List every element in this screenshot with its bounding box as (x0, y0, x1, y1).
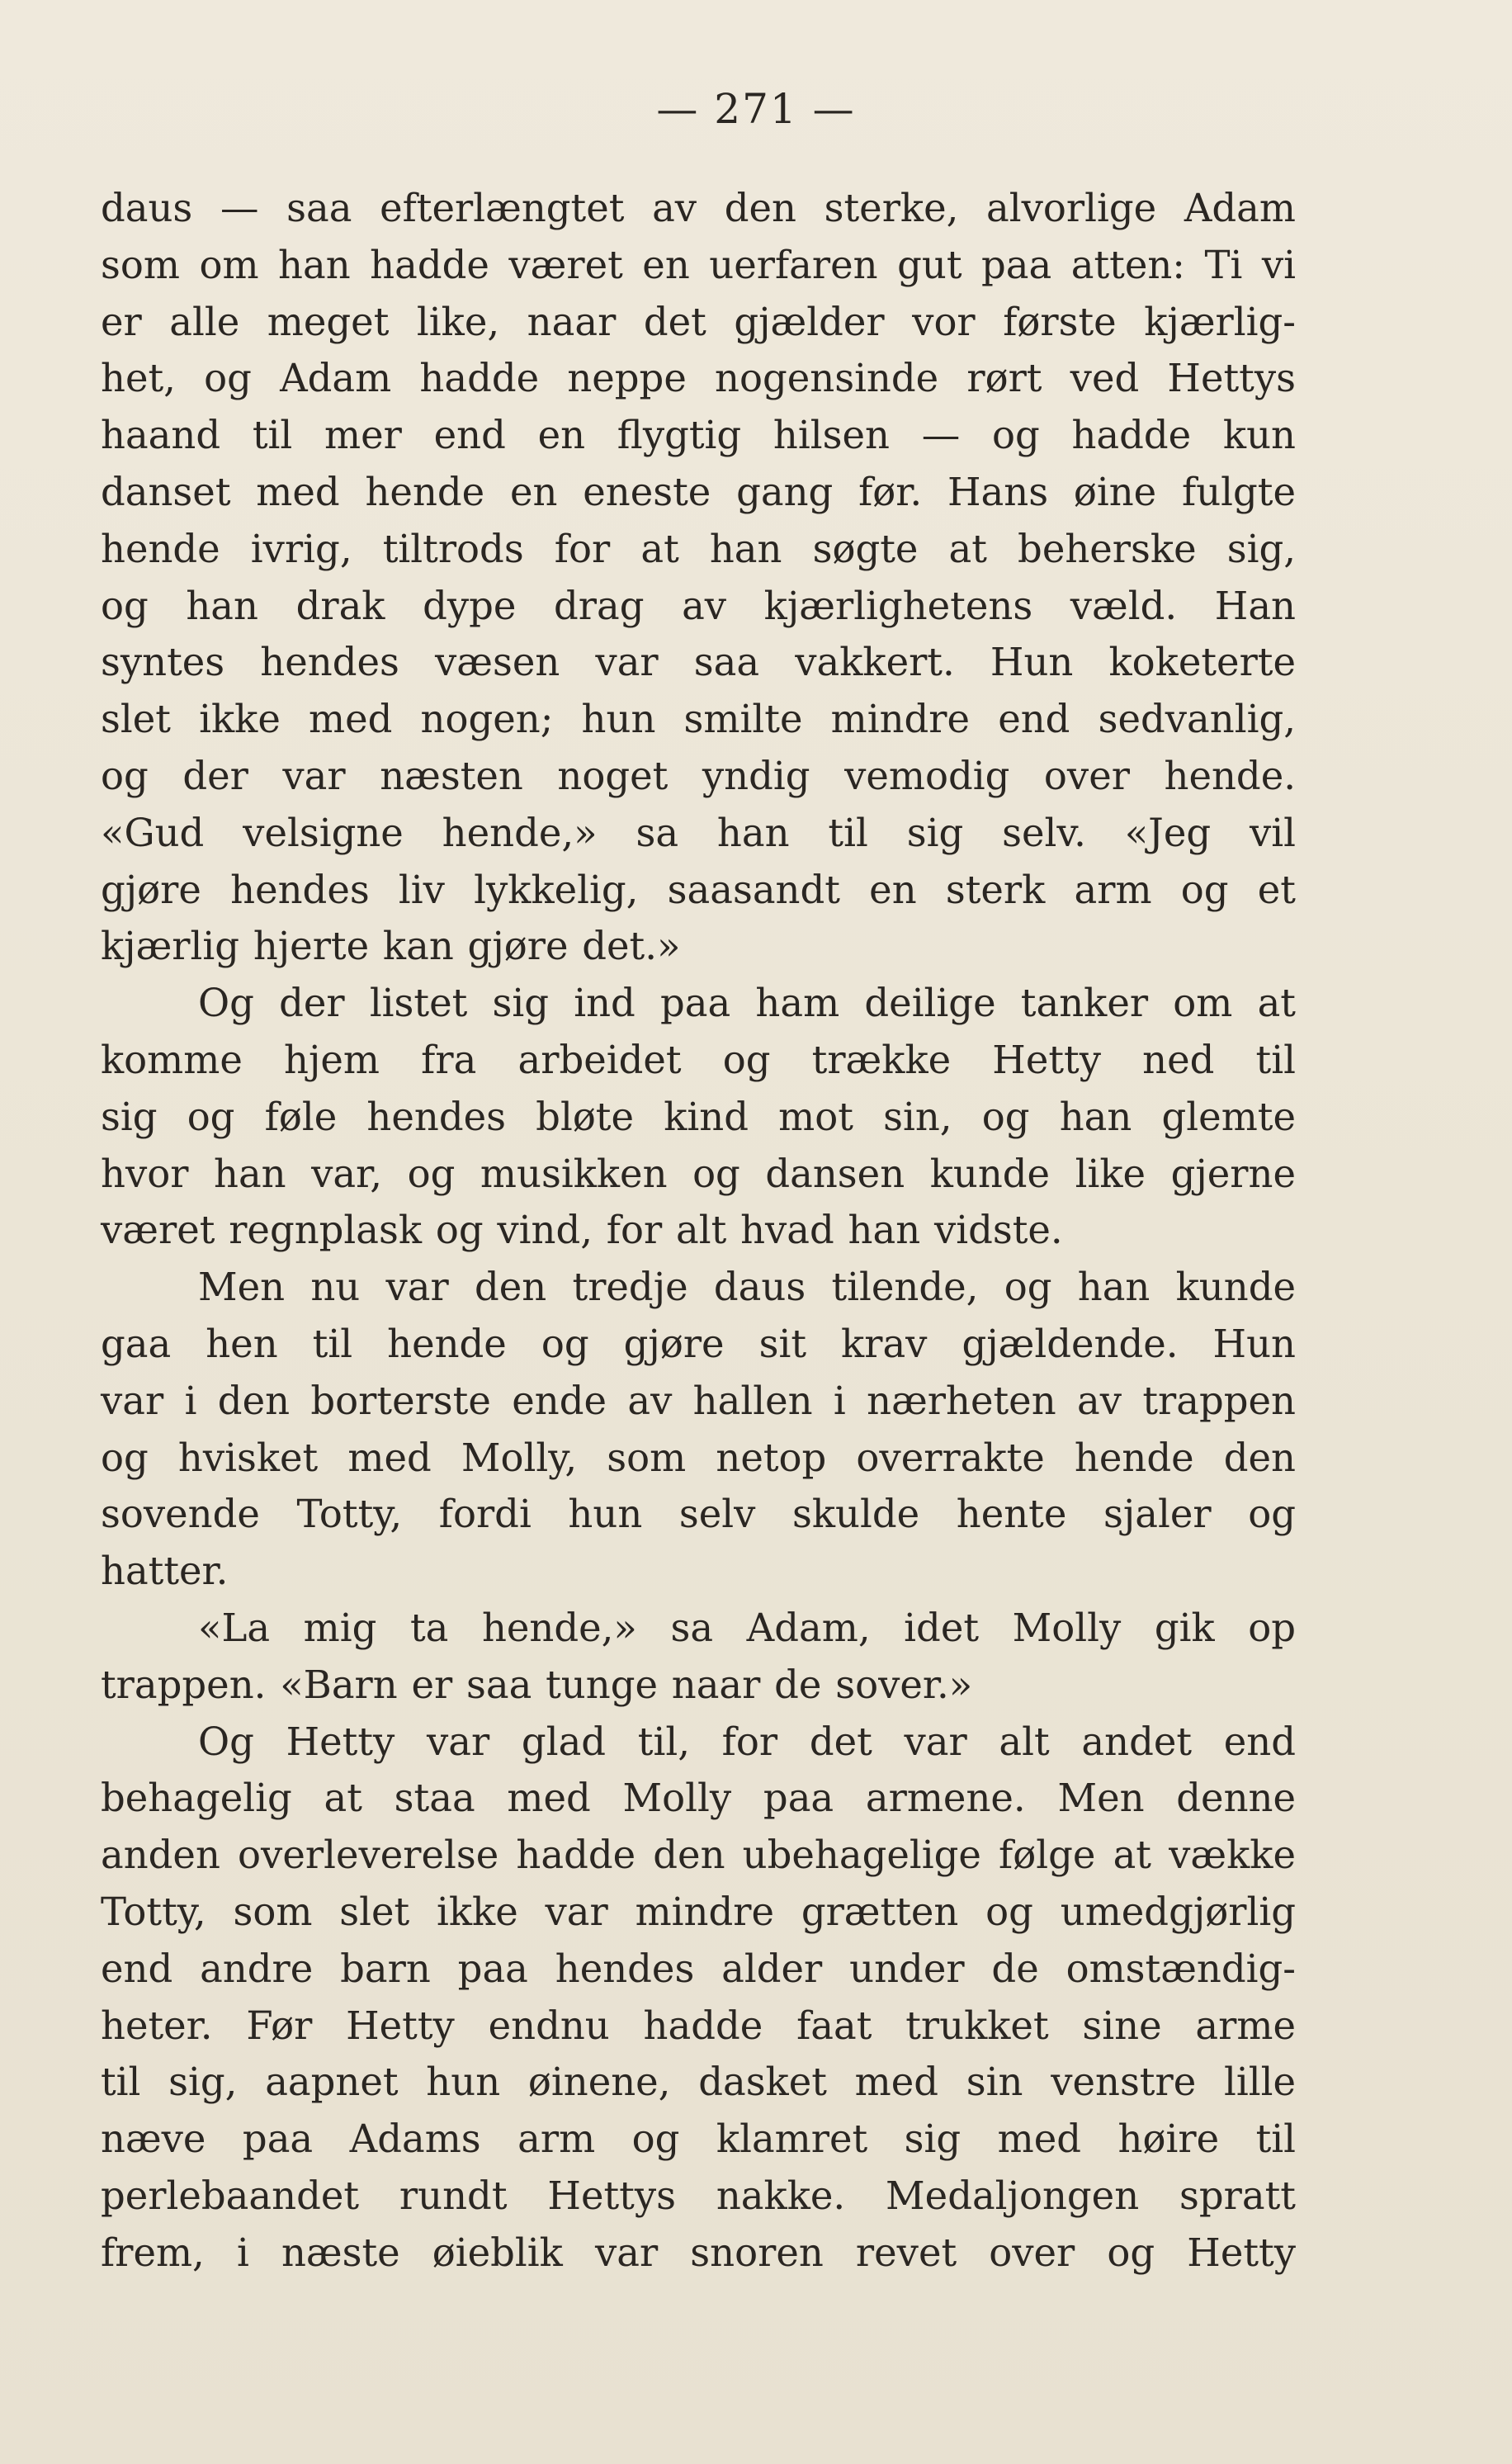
body-text (101, 180, 1296, 2281)
text-line: sig og føle hendes bløte kind mot sin, og han glemte (101, 1094, 1296, 1139)
text-line: sovende Totty, fordi hun selv skulde hente sjaler og (101, 1492, 1296, 1537)
text-line: hvor han var, og musikken og dansen kunde like gjerne (101, 1151, 1296, 1196)
text-line: anden overleverelse hadde den ubehagelige følge at vække (101, 1833, 1296, 1878)
text-line: daus — saa efterlængtet av den sterke, alvorlige Adam (101, 186, 1296, 230)
text-line: «Gud velsigne hende,» sa han til sig selv. «Jeg vil (101, 810, 1296, 855)
text-line: Og Hetty var glad til, for det var alt andet end (198, 1719, 1296, 1764)
text-line: het, og Adam hadde neppe nogensinde rørt ved Hettys (101, 356, 1296, 401)
text-line: «La mig ta hende,» sa Adam, idet Molly gik op (198, 1605, 1296, 1650)
text-line: og hvisket med Molly, som netop overrakte hende den (101, 1435, 1296, 1480)
text-line: som om han hadde været en uerfaren gut paa atten: Ti vi (101, 242, 1296, 287)
text-line: kjærlig hjerte kan gjøre det.» (101, 924, 681, 969)
text-line: gaa hen til hende og gjøre sit krav gjældende. Hun (101, 1321, 1296, 1366)
text-line: syntes hendes væsen var saa vakkert. Hun koketerte (101, 640, 1296, 685)
text-line: slet ikke med nogen; hun smilte mindre end sedvanlig, (101, 697, 1296, 742)
text-line: frem, i næste øieblik var snoren revet over og Hetty (101, 2230, 1296, 2275)
text-line: og han drak dype drag av kjærlighetens væld. Han (101, 583, 1296, 628)
text-line: hatter. (101, 1549, 229, 1594)
text-line: Men nu var den tredje daus tilende, og han kunde (198, 1265, 1296, 1310)
text-line: haand til mer end en flygtig hilsen — og hadde kun (101, 413, 1296, 458)
text-line: end andre barn paa hendes alder under de omstændig- (101, 1946, 1296, 1991)
text-line: Totty, som slet ikke var mindre grætten og umedgjørlig (101, 1889, 1296, 1934)
text-line: behagelig at staa med Molly paa armene. Men denne (101, 1776, 1296, 1821)
text-line: og der var næsten noget yndig vemodig over hende. (101, 753, 1296, 798)
text-line: trappen. «Barn er saa tunge naar de sover.» (101, 1662, 973, 1707)
text-line: heter. Før Hetty endnu hadde faat trukket sine arme (101, 2003, 1296, 2048)
text-line: komme hjem fra arbeidet og trække Hetty ned til (101, 1037, 1296, 1082)
text-line: perlebaandet rundt Hettys nakke. Medaljongen spratt (101, 2173, 1296, 2218)
text-line: danset med hende en eneste gang før. Hans øine fulgte (101, 469, 1296, 514)
text-line: er alle meget like, naar det gjælder vor første kjærlig- (101, 299, 1296, 344)
text-line: Og der listet sig ind paa ham deilige tanker om at (198, 981, 1296, 1026)
text-line: til sig, aapnet hun øinene, dasket med sin venstre lille (101, 2060, 1296, 2105)
text-line: næve paa Adams arm og klamret sig med høire til (101, 2116, 1296, 2162)
text-line: gjøre hendes liv lykkelig, saasandt en sterk arm og et (101, 867, 1296, 912)
text-line: var i den borterste ende av hallen i nærheten av trappen (101, 1378, 1296, 1423)
page-number: — 271 — (656, 85, 856, 133)
text-line: hende ivrig, tiltrods for at han søgte at beherske sig, (101, 526, 1296, 571)
text-line: været regnplask og vind, for alt hvad han vidste. (101, 1208, 1063, 1253)
